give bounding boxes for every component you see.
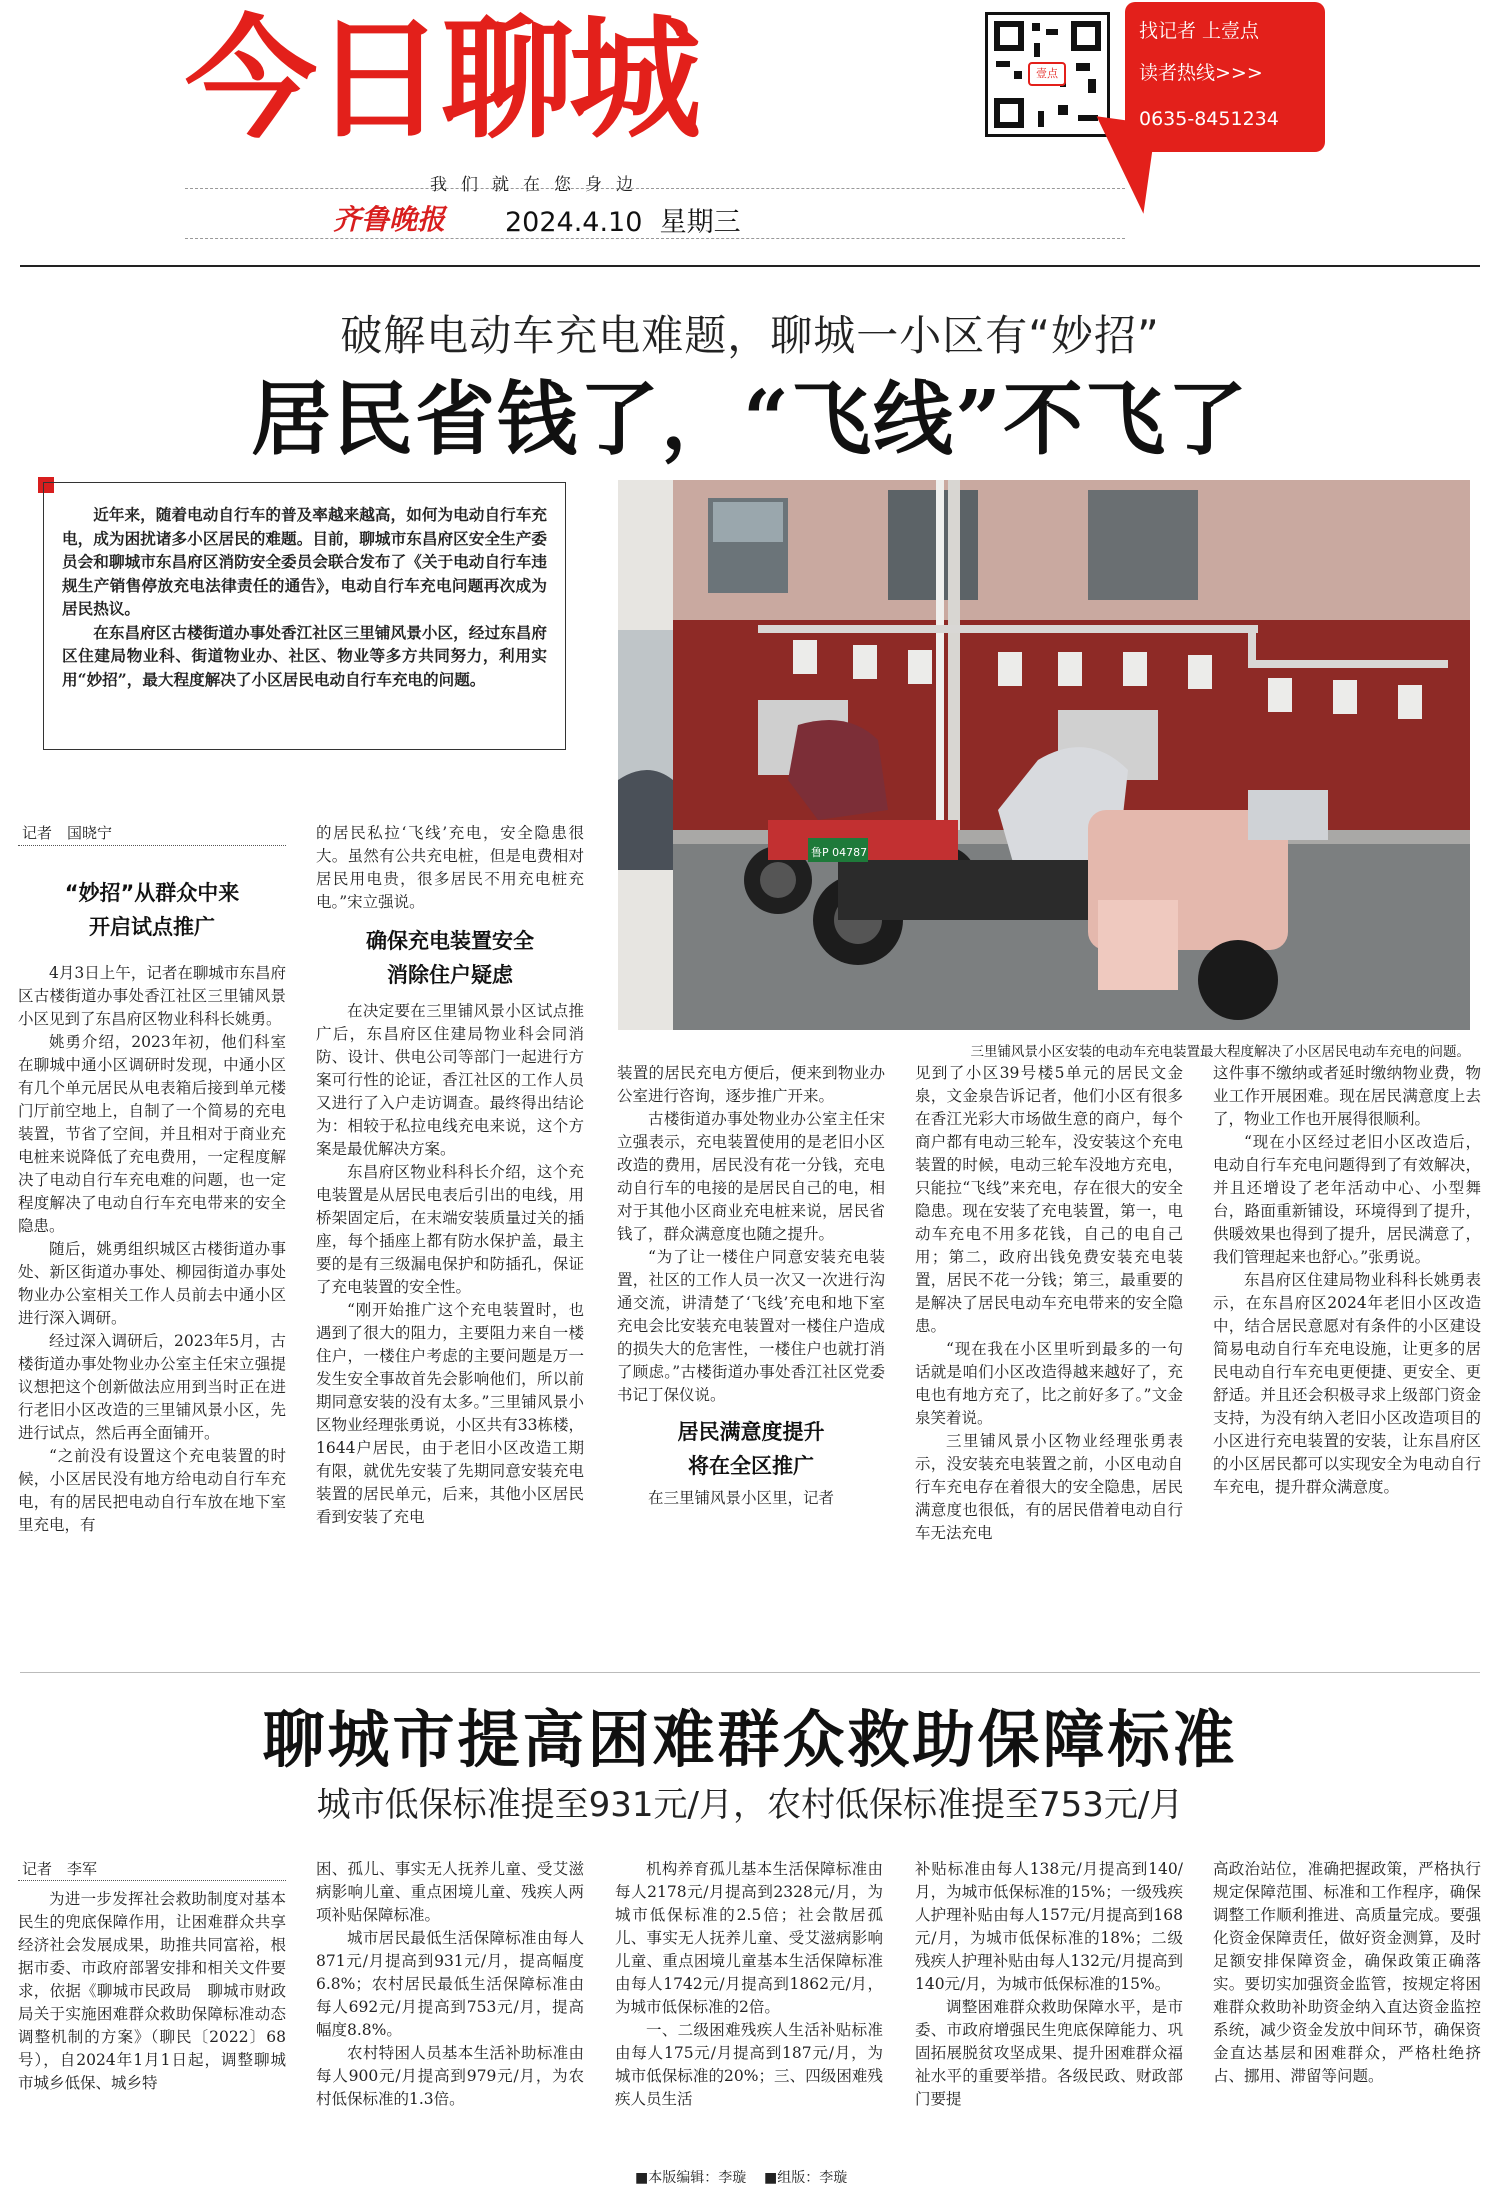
article1-byline: 记者 国晓宁: [22, 824, 113, 842]
article2-headline: 聊城市提高困难群众救助保障标准: [262, 1703, 1238, 1776]
hotline-bubble: [1125, 2, 1325, 152]
article2-col3: 机构养育孤儿基本生活保障标准由每人2178元/月提高到2328元/月，为城市低保标准的2.5倍；社会散居孤儿、事实无人抚养儿童、受艾滋病影响儿童、重点困境儿童基本生活保障标准由每人1742元/月提高到1862元/月，为城市低保标准的2倍。 一、二级困难残疾人生活补贴标准由每人175元/月提高到187元/月，为城市低保标准的20%；三、四级困难残疾人员生活: [615, 1860, 883, 2108]
charging-station-photo: [618, 480, 1470, 1030]
page-footer: [635, 2167, 847, 2187]
masthead-rule: [20, 265, 1480, 267]
article1-col1: 4月3日上午，记者在聊城市东昌府区古楼街道办事处香江社区三里铺风景小区见到了东昌府区物业科科长姚勇。 姚勇介绍，2023年初，他们科室在聊城中通小区调研时发现，中通小区有几个单元居民从电表箱后接到单元楼门厅前空地上，自制了一个简易的充电装置，节省了空间，并且相对于商业充电桩来说降低了充电费用，一定程度解决了电动自行车充电难的问题，也一定程度解决了电动自行车充电带来的安全隐患。 随后，姚勇组织城区古楼街道办事处、新区街道办事处、柳园街道办事处物业办公室相关工作人员前去中通小区进行深入调研。 经过深入调研后，2023年5月，古楼街道办事处物业办公室主任宋立强提议想把这个创新做法应用到当时正在进行老旧小区改造的三里铺风景小区，先进行试点，然后再全面铺开。 “之前没有设置这个充电装置的时候，小区居民没有地方给电动自行车充电，有的居民把电动自行车放在地下室里充电，有: [18, 964, 286, 1534]
article2-col4: 补贴标准由每人138元/月提高到140/月，为城市低保标准的15%；一级残疾人护理补贴由每人157元/月提高到168元/月，为城市低保标准的18%；二级残疾人护理补贴由每人132元/月提高到140元/月，为城市低保标准的15%。 调整困难群众救助保障水平，是市委、市政府增强民生兜底保障能力、巩固拓展脱贫攻坚成果、提升困难群众福祉水平的重要举措。各级民政、财政部门要提: [915, 1860, 1183, 2108]
qr-badge: 壹点: [1028, 62, 1066, 86]
masthead-slogan: 我们就在您身边: [430, 175, 647, 195]
lead-paragraph: 在东昌府区古楼街道办事处香江社区三里铺风景小区，经过东昌府区住建局物业科、街道物业办、社区、物业等多方共同努力，利用实用“妙招”，最大程度解决了小区居民电动自行车充电的问题。: [62, 622, 547, 689]
article1-lead: [43, 482, 566, 750]
masthead-dashline-bottom: [185, 238, 1125, 239]
footer-editor: ■本版编辑：李璇: [635, 2170, 747, 2186]
article2-col1: 为进一步发挥社会救助制度对基本民生的兜底保障作用，让困难群众共享经济社会发展成果，助推共同富裕，根据市委、市政府部署安排和相关文件要求，依据《聊城市民政局 聊城市财政局关于实施困难群众救助保障标准动态调整机制的方案》（聊民〔2022〕68号），自2024年1月1日起，调整聊城市城乡低保、城乡特: [18, 1890, 286, 2092]
article2-col2: 困、孤儿、事实无人抚养儿童、受艾滋病影响儿童、重点困境儿童、残疾人两项补贴保障标准。 城市居民最低生活保障标准由每人871元/月提高到931元/月，提高幅度6.8%；农村居民最低生活保障标准由每人692元/月提高到753元/月，提高幅度8.8%。 农村特困人员基本生活补助标准由每人900元/月提高到979元/月，为农村低保标准的1.3倍。: [316, 1860, 584, 2108]
article1-col3: 装置的居民充电方便后，便来到物业办公室进行咨询，逐步推广开来。 古楼街道办事处物业办公室主任宋立强表示，充电装置使用的是老旧小区改造的费用，居民没有花一分钱，充电动自行车的电接的是居民自己的电，相对于其他小区商业充电桩来说，居民省钱了，群众满意度也随之提升。 “为了让一楼住户同意安装充电装置，社区的工作人员一次又一次进行沟通交流，讲清楚了‘飞线’充电和地下室充电会比安装充电装置对一楼住户造成的损失大的危害性，一楼住户也就打消了顾虑。”古楼街道办事处香江社区党委书记丁保仪说。 居民满意度提升 将在全区推广 在三里铺风景小区里，记者: [617, 1064, 885, 1507]
paper-name: 齐鲁晚报: [333, 203, 446, 236]
byline2-divider: [18, 1880, 286, 1881]
article1-subhead-2: 确保充电装置安全 消除住户疑虑: [366, 929, 534, 987]
article1-col4: 见到了小区39号楼5单元的居民文金泉，文金泉告诉记者，他们小区有很多在香江光彩大市场做生意的商户，每个商户都有电动三轮车，没安装这个充电装置的时候，电动三轮车没地方充电，只能拉“飞线”来充电，存在很大的安全隐患。现在安装了充电装置，第一，电动车充电不用多花钱，自己的电自己用；第二，政府出钱免费安装充电装置，居民不花一分钱；第三，最重要的是解决了居民电动车充电带来的安全隐患。 “现在我在小区里听到最多的一句话就是咱们小区改造得越来越好了，充电也有地方充了，比之前好多了。”文金泉笑着说。 三里铺风景小区物业经理张勇表示，没安装充电装置之前，小区电动自行车充电存在着很大的安全隐患，居民满意度也很低，有的居民借着电动自行车无法充电: [915, 1064, 1183, 1542]
article1-photo: [618, 480, 1470, 1030]
article1-subhead-3: 居民满意度提升 将在全区推广: [677, 1420, 825, 1478]
license-plate: 鲁P 04787: [811, 846, 868, 859]
issue-date: 2024.4.10 星期三: [505, 207, 741, 238]
byline-divider: [18, 845, 286, 846]
photo-caption: 三里铺风景小区安装的电动车充电装置最大程度解决了小区居民电动车充电的问题。: [970, 1044, 1470, 1060]
article2-col5: 高政治站位，准确把握政策，严格执行规定保障范围、标准和工作程序，确保调整工作顺利推进、高质量完成。要强化资金保障责任，做好资金测算，及时足额安排保障资金，确保政策正确落实。要切实加强资金监管，按规定将困难群众救助补助资金纳入直达资金监控系统，减少资金发放中间环节，确保资金直达基层和困难群众，严格杜绝挤占、挪用、滞留等问题。: [1213, 1860, 1481, 2085]
article1-headline: 居民省钱了，“飞线”不飞了: [250, 372, 1250, 466]
article-divider: [20, 1672, 1480, 1673]
hotline-phone: 0635-8451234: [1139, 108, 1279, 130]
qr-code[interactable]: [985, 12, 1110, 137]
article2-subtitle: 城市低保标准提至931元/月，农村低保标准提至753元/月: [316, 1785, 1184, 1825]
article1-subtitle: 破解电动车充电难题，聊城一小区有“妙招”: [340, 311, 1160, 360]
article1-col2: 的居民私拉‘飞线’充电，安全隐患很大。虽然有公共充电桩，但是电费相对居民用电贵，很多居民不用充电桩充电。”宋立强说。 确保充电装置安全 消除住户疑虑 在决定要在三里铺风景小区试点推广后，东昌府区住建局物业科会同消防、设计、供电公司等部门一起进行方案可行性的论证，香江社区的工作人员又进行了入户走访调查。最终得出结论为：相较于私拉电线充电来说，这个方案是最优解决方案。 东昌府区物业科科长介绍，这个充电装置是从居民电表后引出的电线，用桥架固定后，在末端安装质量过关的插座，每个插座上都有防水保护盖，最主要的是有三级漏电保护和防插孔，保证了充电装置的安全性。 “刚开始推广这个充电装置时，也遇到了很大的阻力，主要阻力来自一楼住户，一楼住户考虑的主要问题是万一发生安全事故首先会影响他们，所以前期同意安装的没有太多。”三里铺风景小区物业经理张勇说，小区共有33栋楼，1644户居民，由于老旧小区改造工期有限，就优先安装了先期同意安装充电装置的居民单元，后来，其他小区居民看到安装了充电: [316, 824, 584, 1526]
lead-paragraph: 近年来，随着电动自行车的普及率越来越高，如何为电动自行车充电，成为困扰诸多小区居民的难题。目前，聊城市东昌府区安全生产委员会和聊城市东昌府区消防安全委员会联合发布了《关于电动自行车违规生产销售停放充电法律责任的通告》，电动自行车充电问题再次成为居民热议。: [62, 505, 547, 618]
masthead-dashline-top: [185, 188, 1125, 189]
masthead-title: 今日聊城: [185, 3, 697, 157]
article1-subhead-1: “妙招”从群众中来 开启试点推广: [64, 881, 240, 939]
article2-byline: 记者 李军: [22, 1860, 98, 1878]
article1-col5: 这件事不缴纳或者延时缴纳物业费，物业工作开展困难。现在居民满意度上去了，物业工作也开展得很顺利。 “现在小区经过老旧小区改造后，电动自行车充电问题得到了有效解决，并且还增设了老年活动中心、小型舞台，路面重新铺设，环境得到了提升，供暖效果也得到了提升，居民满意了，我们管理起来也舒心。”张勇说。 东昌府区住建局物业科科长姚勇表示，在东昌府区2024年老旧小区改造中，结合居民意愿对有条件的小区建设简易电动自行车充电设施，让更多的居民电动自行车充电更便捷、更安全、更舒适。并且还会积极寻求上级部门资金支持，为没有纳入老旧小区改造项目的小区进行充电装置的安装，让东昌府区的小区居民都可以实现安全为电动自行车充电，提升群众满意度。: [1213, 1064, 1481, 1496]
hotline-line2: 读者热线>>>: [1139, 62, 1263, 84]
hotline-line1: 找记者 上壹点: [1139, 20, 1260, 42]
footer-layout: ■组版：李璇: [764, 2170, 848, 2186]
